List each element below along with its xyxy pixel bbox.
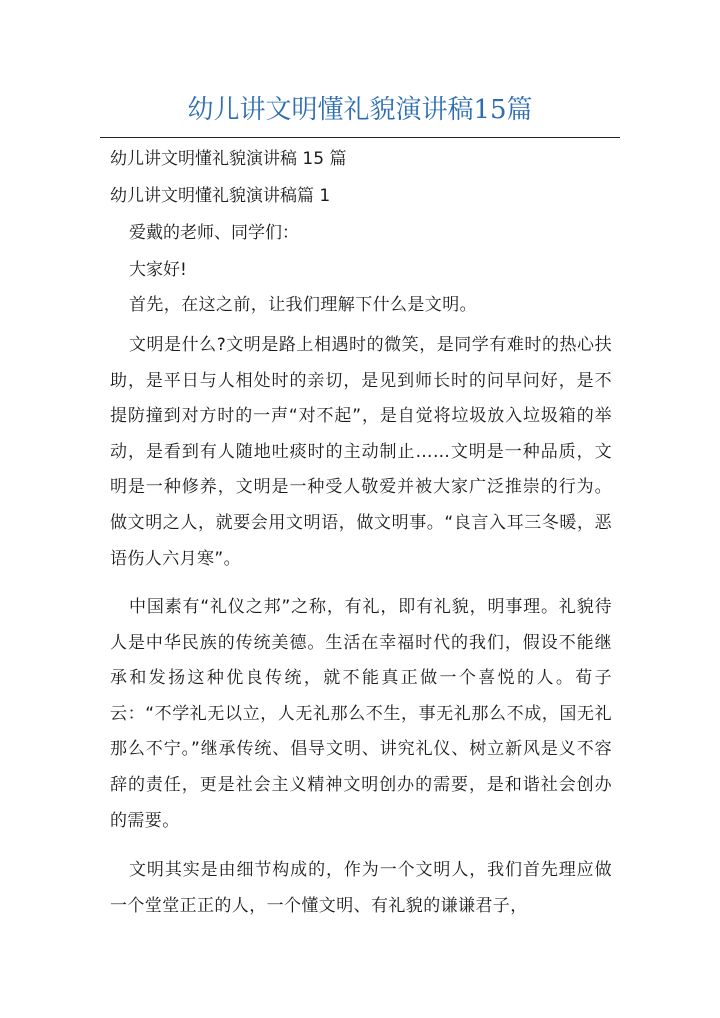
title-divider [100, 137, 620, 138]
paragraph-land-of-etiquette: 中国素有“礼仪之邦”之称，有礼，即有礼貌，明事理。礼貌待人是中华民族的传统美德。生活在幸福时代的我们，假设不能继承和发扬这种优良传统，就不能真正做一个喜悦的人。荀子云：“不学礼无以立，人无礼那么不生，事无礼那么不成，国无礼那么不宁。”继承传统、倡导文明、讲究礼仪、树立新风是义不容辞的责任，更是社会主义精神文明创办的需要，是和谐社会创办的需要。 [110, 597, 612, 831]
paragraph-intro: 首先，在这之前，让我们理解下什么是文明。 [129, 295, 477, 315]
section-heading: 幼儿讲文明懂礼貌演讲稿篇 1 [110, 186, 331, 206]
paragraph-what-is-civility: 文明是什么?文明是路上相遇时的微笑，是同学有难时的热心扶助，是平日与人相处时的亲切，是见到师长时的问早问好，是不提防撞到对方时的一声“对不起”，是自觉将垃圾放入垃圾箱的举动，是看到有人随地吐痰时的主动制止……文明是一种品质，文明是一种修养，文明是一种受人敬爱并被大家广泛推崇的行为。做文明之人，就要会用文明语，做文明事。“良言入耳三冬暖，恶语伤人六月寒”。 [110, 335, 612, 569]
salutation-line: 大家好! [129, 260, 187, 280]
document-title: 幼儿讲文明懂礼貌演讲稿15篇 [187, 95, 533, 125]
paragraph-details: 文明其实是由细节构成的，作为一个文明人，我们首先理应做一个堂堂正正的人，一个懂文明、有礼貌的谦谦君子， [110, 860, 612, 916]
document-subtitle: 幼儿讲文明懂礼貌演讲稿 15 篇 [110, 149, 347, 169]
greeting-line: 爱戴的老师、同学们： [129, 223, 299, 243]
